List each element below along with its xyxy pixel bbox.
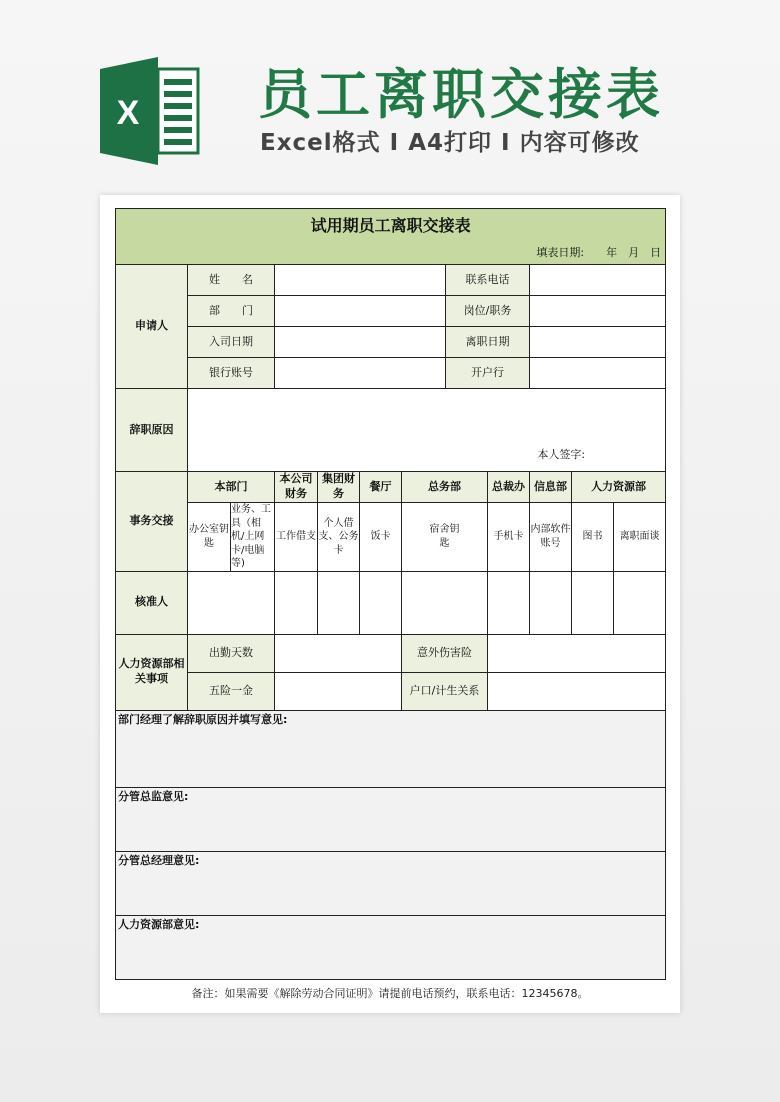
field-label: 联系电话 — [446, 265, 530, 296]
excel-logo-icon — [100, 57, 200, 165]
phone-input[interactable] — [530, 265, 666, 296]
handover-item: 业务、工具（相机/上网卡/电脑等) — [231, 503, 275, 572]
bank-input[interactable] — [530, 358, 666, 389]
approver-label: 核准人 — [116, 571, 188, 634]
handover-item: 内部软件账号 — [530, 503, 572, 572]
approver-cell[interactable] — [188, 571, 275, 634]
approver-cell[interactable] — [572, 571, 614, 634]
handover-item: 饭卡 — [360, 503, 402, 572]
footnote: 备注：如果需要《解除劳动合同证明》请提前电话预约，联系电话：12345678。 — [191, 987, 589, 1000]
field-label: 部 门 — [188, 296, 275, 327]
attendance-input[interactable] — [275, 634, 402, 672]
handover-item: 宿舍钥匙 — [402, 503, 488, 572]
leave-date-input[interactable] — [530, 327, 666, 358]
gm-opinion[interactable]: 分管总经理意见: — [116, 851, 666, 915]
signature-label: 本人签字: — [537, 448, 586, 462]
field-label: 户口/计生关系 — [402, 672, 488, 710]
dept-header: 本公司财务 — [275, 472, 318, 503]
hr-opinion[interactable]: 人力资源部意见: — [116, 915, 666, 979]
handover-label: 事务交接 — [116, 472, 188, 572]
approver-cell[interactable] — [488, 571, 530, 634]
dept-header: 总裁办 — [488, 472, 530, 503]
handover-item: 个人借支、公务卡 — [318, 503, 360, 572]
approver-cell[interactable] — [360, 571, 402, 634]
approver-cell[interactable] — [614, 571, 666, 634]
banner-title: 员工离职交接表 — [258, 63, 664, 126]
svg-text:X: X — [116, 94, 140, 132]
banner-subtitle: Excel格式 I A4打印 I 内容可修改 — [260, 130, 640, 156]
approver-cell[interactable] — [530, 571, 572, 634]
dept-header: 人力资源部 — [572, 472, 666, 503]
position-input[interactable] — [530, 296, 666, 327]
dept-header: 集团财务 — [318, 472, 360, 503]
social-insurance-input[interactable] — [275, 672, 402, 710]
field-label: 离职日期 — [446, 327, 530, 358]
dept-header: 本部门 — [188, 472, 275, 503]
approver-cell[interactable] — [402, 571, 488, 634]
name-input[interactable] — [275, 265, 446, 296]
manager-opinion[interactable]: 部门经理了解辞职原因并填写意见: — [116, 710, 666, 787]
applicant-label: 申请人 — [116, 265, 188, 389]
handover-item: 手机卡 — [488, 503, 530, 572]
insurance-input[interactable] — [488, 634, 666, 672]
field-label: 入司日期 — [188, 327, 275, 358]
reason-input[interactable] — [188, 389, 666, 472]
form-sheet — [100, 195, 680, 1013]
field-label: 出勤天数 — [188, 634, 275, 672]
handover-item: 工作借支 — [275, 503, 318, 572]
dept-header: 餐厅 — [360, 472, 402, 503]
field-label: 姓 名 — [188, 265, 275, 296]
approver-cell[interactable] — [318, 571, 360, 634]
field-label: 五险一金 — [188, 672, 275, 710]
join-date-input[interactable] — [275, 327, 446, 358]
dept-header: 信息部 — [530, 472, 572, 503]
handover-form-table — [115, 208, 666, 980]
handover-item: 办公室钥匙 — [188, 503, 231, 572]
reason-label: 辞职原因 — [116, 389, 188, 472]
handover-item: 离职面谈 — [614, 503, 666, 572]
handover-item: 图书 — [572, 503, 614, 572]
bank-account-input[interactable] — [275, 358, 446, 389]
household-input[interactable] — [488, 672, 666, 710]
fill-date[interactable]: 填表日期: 年 月 日 — [116, 243, 666, 265]
director-opinion[interactable]: 分管总监意见: — [116, 787, 666, 851]
field-label: 开户行 — [446, 358, 530, 389]
field-label: 银行账号 — [188, 358, 275, 389]
field-label: 岗位/职务 — [446, 296, 530, 327]
form-title: 试用期员工离职交接表 — [116, 209, 666, 244]
field-label: 意外伤害险 — [402, 634, 488, 672]
department-input[interactable] — [275, 296, 446, 327]
hr-label: 人力资源部相关事项 — [116, 634, 188, 710]
dept-header: 总务部 — [402, 472, 488, 503]
approver-cell[interactable] — [275, 571, 318, 634]
